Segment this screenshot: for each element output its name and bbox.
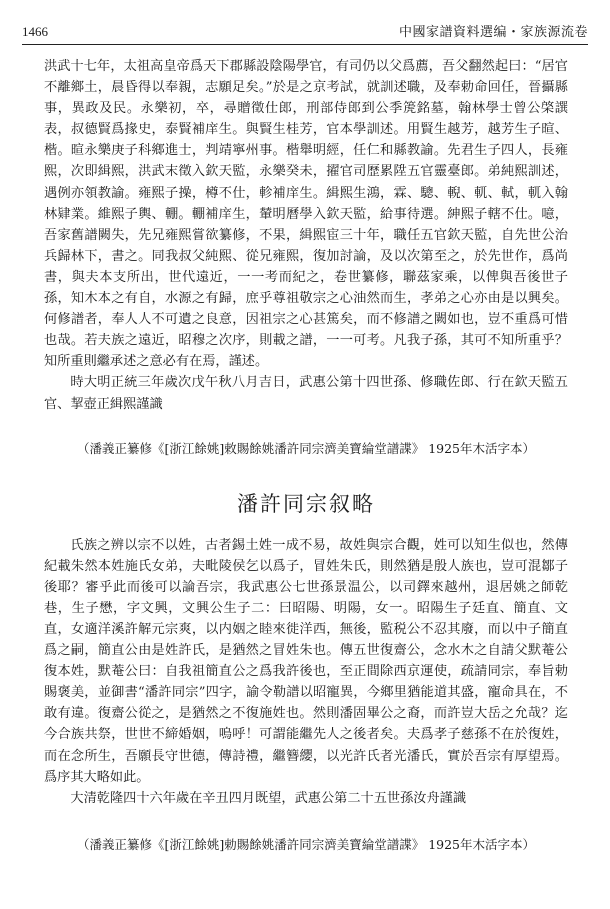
page-body	[44, 56, 568, 855]
book-title: 中國家譜資料選编・家族源流卷	[398, 25, 588, 40]
section-title: 潘許同宗叙略	[237, 491, 375, 516]
preface-dateline: 時大明正統三年歲次戊午秋八月吉日，武惠公第十四世孫、修職佐郎、行在欽天監五官、挈壺正緝熙謹識	[44, 375, 568, 412]
page-number: 1466	[22, 24, 48, 39]
preface-paragraph: 洪武十七年，太祖高皇帝爲天下郡縣設陰陽學官，有司仍以父爲薦，吾父翻然起曰：“居官不離鄉土，晨昏得以奉親，志願足矣。”於是之京考試，就訓述職，及奉勅命回任，晉攝縣事，異政及民。永樂初，卒，尋贈徵仕郎，刑部侍郎到公季箎銘墓，翰林學士曾公棨譔表，叔德賢爲掾史，泰賢補庠生。與賢生桂芳，官本學訓述。用賢生越芳，越芳生子暄、楷。暄永樂庚子科鄉進士，判靖寧州事。楷舉明經，任仁和縣教諭。先君生子四人，長雍熙，次即緝熙，洪武末徵入欽天監，永樂癸未，擢官司歷累陞五官靈臺郎。弟純熙訓述，遇例亦領教諭。雍熙子操，樽不仕，軫補庠生。緝熙生鴻，霖、驄、輗、軏、軾，軏入翰林肄業。維熙子輿、輣。輣補庠生，輦明曆學入欽天監，給事待選。紳熙子轄不仕。噫，吾家舊譜闕失，先兄雍熙嘗欲纂修，不果，緝熙宦三十年，職任五官欽天監，自先世公治兵歸林下，書之。同我叔父純熙、從兄雍熙，復加討論，及以次第至之，於先世作，爲尚書，與夫本支所出，世代遠近，一一考而紀之，卷世纂修，聯茲家乘，以俾與吾後世子孫，知木本之有自，水源之有歸，庶乎尊祖敬宗之心油然而生，孝弟之心亦由是以興矣。何修譜者，奉人人不可遺之良意，因祖宗之心甚篤矣，而不修譜之闕如也，豈不重爲可惜也哉。若夫族之遠近，昭穆之次序，則載之譜，一一可考。凡我子孫，其可不知所重乎？知所重則繼承述之意必有在焉，謹述。	[44, 59, 568, 370]
section-paragraph: 氏族之辨以宗不以姓，古者錫土姓一成不易，故姓與宗合觀，姓可以知生似也，然傳紀載朱然本姓施氏女弟，夫毗陵侯乞以爲子，冒姓朱氏，則然猶是殷人族也，豈可混鄒子後耶？審乎此而後可以論吾宗，我武惠公七世孫景温公，以司鐸來越州，退居姚之師乾巷，生子懋，字文興，文興公生子二：曰昭陽、明陽，女一。昭陽生子廷直、簡直、文直，女適洋溪許解元宗爽，以内姻之睦來徙洋西，無後，監税公不忍其廢，而以中子簡直爲之嗣，簡直公由是姓許氏，是猶然之冒姓朱也。傳五世復齋公，念水木之自請父默菴公復本姓，默菴公曰：自我祖簡直公之爲我許後也，至正間除西京運使，疏請同宗，奉旨勅賜褒美，並御書“潘許同宗”四字，諭令勒譜以昭寵異，今鄉里猶能道其盛，寵命具在，不敢有違。復齋公從之，是猶然之不復施姓也。然則潘固畢公之裔，而許豈大岳之允哉？迄今合族共祭，世世不締婚姻，嗚呼！可謂能繼先人之後者矣。夫爲孝子慈孫不在於復姓，而在念所生，吾願長守世德，傳詩禮，繼簪纓，以光許氏者光潘氏，實於吾宗有厚望焉。爲序其大略如此。	[44, 537, 568, 785]
page-header	[22, 14, 588, 45]
source-caption-2: （潘義正纂修《[浙江餘姚]勅賜餘姚潘許同宗濟美寶綸堂譜諜》 1925年木活字本）	[76, 836, 536, 852]
source-caption: （潘義正纂修《[浙江餘姚]敕賜餘姚潘許同宗濟美寶綸堂譜諜》 1925年木活字本）	[76, 440, 536, 456]
section-dateline: 大清乾隆四十六年歲在辛丑四月既望，武惠公第二十五世孫汝舟謹識	[70, 790, 467, 806]
